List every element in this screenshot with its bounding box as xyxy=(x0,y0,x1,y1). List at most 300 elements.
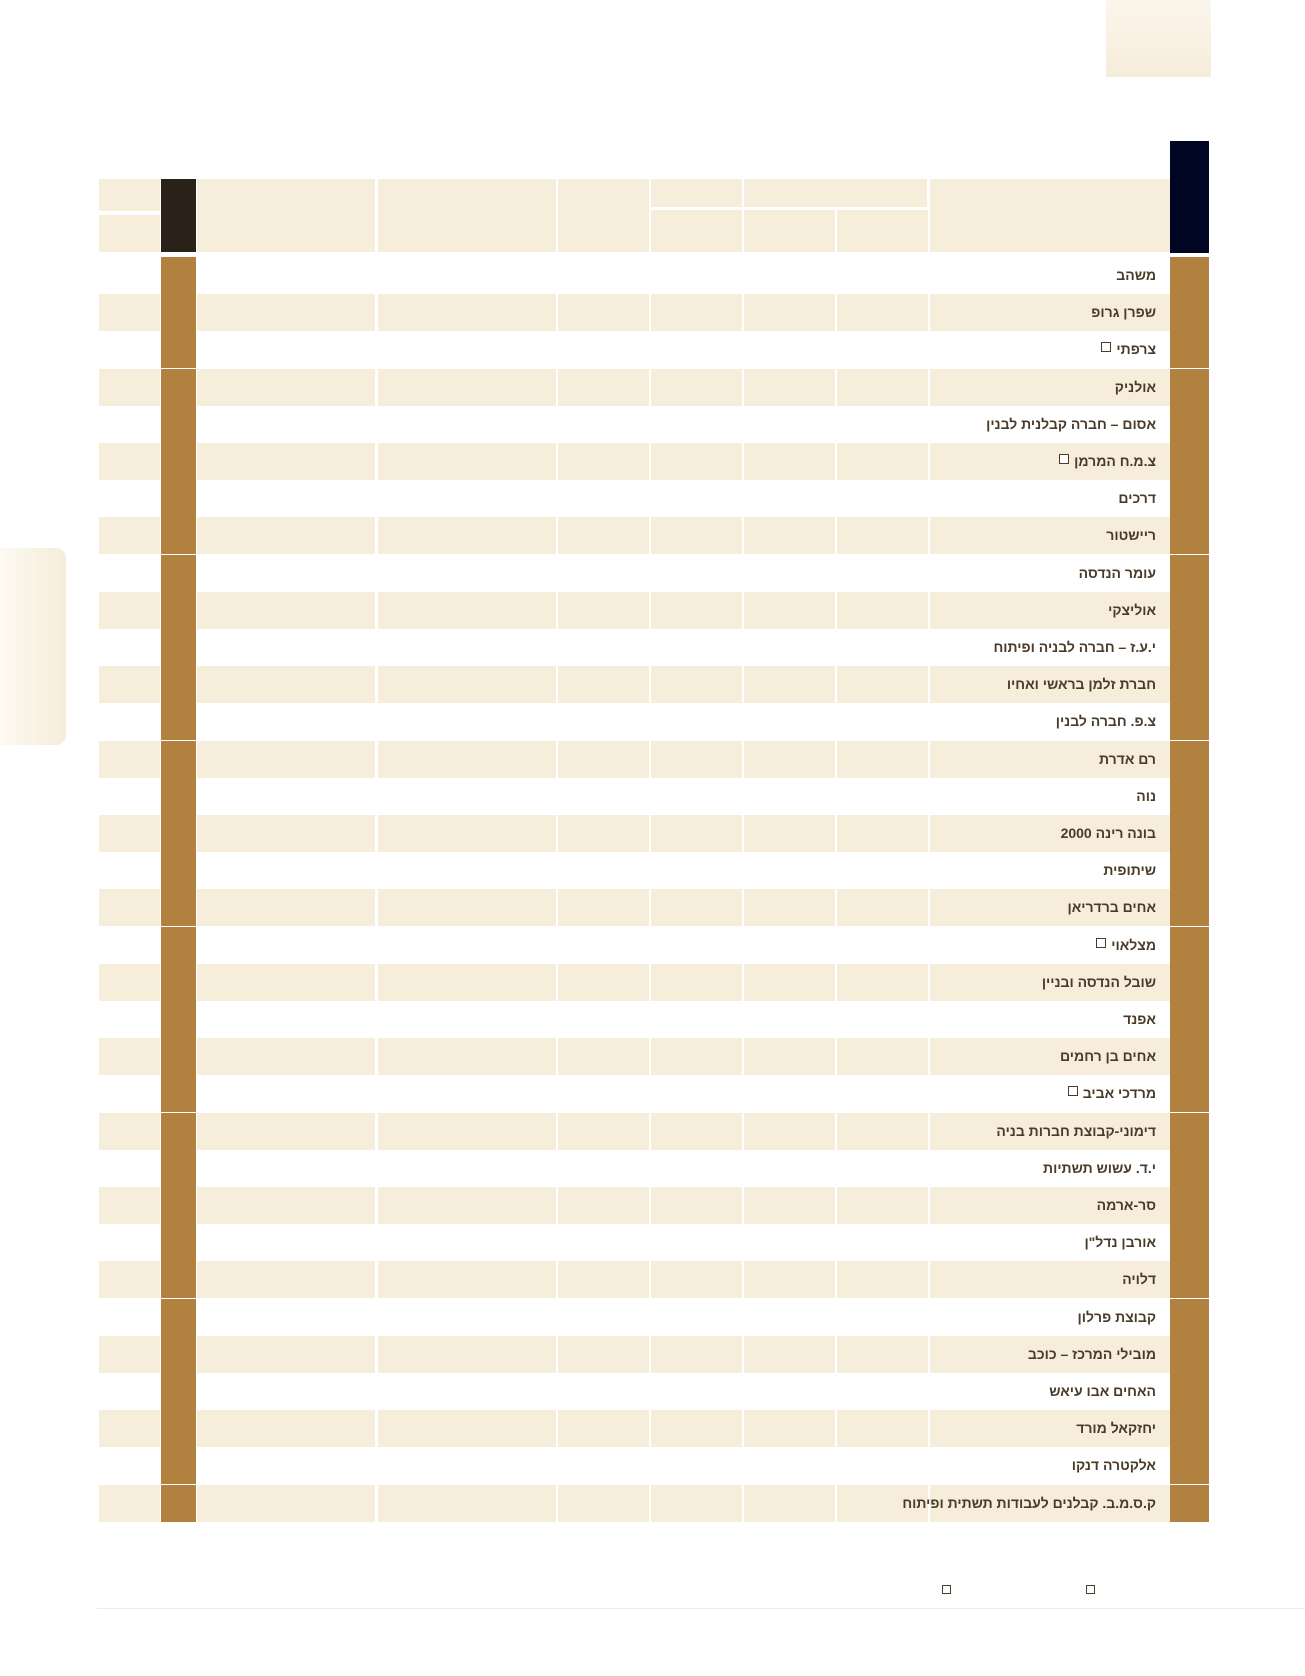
company-name-cell xyxy=(930,406,1170,443)
data-cell xyxy=(837,1224,928,1261)
data-cell xyxy=(651,480,742,517)
company-name: אורבן נדל"ן xyxy=(1084,1234,1156,1251)
bronze-cell-right xyxy=(1170,1261,1209,1298)
company-name: רם אדרת xyxy=(1098,750,1156,767)
table-row xyxy=(99,1410,1170,1447)
data-cell xyxy=(197,1075,375,1112)
data-cell xyxy=(651,964,742,1001)
data-cell xyxy=(558,927,649,964)
data-cell xyxy=(99,1224,160,1261)
table-row xyxy=(99,1261,1170,1298)
header-cell xyxy=(197,179,375,252)
data-cell xyxy=(197,1113,375,1150)
data-cell xyxy=(378,815,556,852)
data-cell xyxy=(837,443,928,480)
header-cell xyxy=(930,179,1170,252)
table-row xyxy=(99,852,1170,889)
header-cell xyxy=(744,210,835,252)
data-cell xyxy=(837,517,928,554)
data-cell xyxy=(378,703,556,740)
bronze-cell-left xyxy=(161,927,196,964)
data-cell xyxy=(558,815,649,852)
bronze-cell-right xyxy=(1170,1113,1209,1150)
data-cell xyxy=(558,1373,649,1410)
data-cell xyxy=(99,294,160,331)
data-cell xyxy=(378,1447,556,1484)
data-cell xyxy=(651,1299,742,1336)
company-name-cell xyxy=(930,666,1170,703)
data-cell xyxy=(99,1299,160,1336)
table-row xyxy=(99,1447,1170,1484)
bronze-cell-right xyxy=(1170,1150,1209,1187)
bronze-cell-left xyxy=(161,1113,196,1150)
footnote-mark xyxy=(1101,342,1111,352)
data-cell xyxy=(197,257,375,294)
data-cell xyxy=(378,480,556,517)
table-row xyxy=(99,331,1170,368)
company-name-cell xyxy=(930,369,1170,406)
data-cell xyxy=(99,815,160,852)
data-cell xyxy=(558,294,649,331)
bronze-cell-right xyxy=(1170,331,1209,368)
bronze-cell-right xyxy=(1170,964,1209,1001)
data-cell xyxy=(837,1113,928,1150)
data-cell xyxy=(378,592,556,629)
data-cell xyxy=(651,1075,742,1112)
data-cell xyxy=(837,369,928,406)
table-row xyxy=(99,369,1170,406)
company-name-cell xyxy=(930,592,1170,629)
data-cell xyxy=(744,741,835,778)
company-name: אסום – חברה קבלנית לבנין xyxy=(986,415,1156,432)
data-cell xyxy=(378,406,556,443)
bronze-cell-right xyxy=(1170,294,1209,331)
data-cell xyxy=(651,1150,742,1187)
company-name: צרפתי xyxy=(1101,331,1156,368)
data-cell xyxy=(558,703,649,740)
data-cell xyxy=(99,1410,160,1447)
data-cell xyxy=(99,480,160,517)
data-cell xyxy=(651,1447,742,1484)
company-name: אוליצקי xyxy=(1108,601,1156,618)
table-row xyxy=(99,889,1170,926)
data-cell xyxy=(99,1001,160,1038)
header-cell xyxy=(651,179,742,207)
data-cell xyxy=(197,1373,375,1410)
data-cell xyxy=(744,406,835,443)
table-row xyxy=(99,815,1170,852)
company-name: דרכים xyxy=(1118,490,1156,507)
company-name-cell xyxy=(930,1150,1170,1187)
data-cell xyxy=(197,592,375,629)
data-cell xyxy=(197,1001,375,1038)
data-cell xyxy=(378,629,556,666)
data-cell xyxy=(558,592,649,629)
bronze-cell-left xyxy=(161,964,196,1001)
data-cell xyxy=(744,1001,835,1038)
company-name: אפנד xyxy=(1123,1011,1156,1027)
data-cell xyxy=(837,480,928,517)
data-cell xyxy=(651,1001,742,1038)
data-cell xyxy=(744,1038,835,1075)
table-row xyxy=(99,1336,1170,1373)
bronze-cell-right xyxy=(1170,1410,1209,1447)
table-row xyxy=(99,592,1170,629)
data-cell xyxy=(99,703,160,740)
data-cell xyxy=(99,1261,160,1298)
company-name: י.ד. עשוש תשתיות xyxy=(1043,1159,1156,1176)
data-cell xyxy=(378,1410,556,1447)
company-name: מרדכי אביב xyxy=(1068,1075,1156,1112)
data-cell xyxy=(378,369,556,406)
data-cell xyxy=(378,741,556,778)
data-cell xyxy=(744,1150,835,1187)
data-cell xyxy=(99,778,160,815)
data-cell xyxy=(651,1485,742,1522)
company-name-cell xyxy=(930,1001,1170,1038)
data-cell xyxy=(744,443,835,480)
data-cell xyxy=(99,257,160,294)
bronze-cell-left xyxy=(161,331,196,368)
bronze-cell-left xyxy=(161,1224,196,1261)
bronze-cell-right xyxy=(1170,889,1209,926)
data-cell xyxy=(99,555,160,592)
data-cell xyxy=(744,555,835,592)
data-cell xyxy=(99,1075,160,1112)
table-row xyxy=(99,1373,1170,1410)
data-cell xyxy=(837,927,928,964)
table-row xyxy=(99,778,1170,815)
company-name-cell xyxy=(930,1038,1170,1075)
data-cell xyxy=(99,406,160,443)
data-cell xyxy=(558,1150,649,1187)
bronze-cell-left xyxy=(161,629,196,666)
company-name: מצלאוי xyxy=(1096,927,1156,964)
data-cell xyxy=(651,1224,742,1261)
data-cell xyxy=(99,927,160,964)
table-row xyxy=(99,555,1170,592)
table-row xyxy=(99,1001,1170,1038)
data-cell xyxy=(99,1187,160,1224)
company-name: קבוצת פרלון xyxy=(1077,1308,1156,1325)
data-cell xyxy=(197,1038,375,1075)
company-name: עומר הנדסה xyxy=(1078,564,1156,581)
data-cell xyxy=(558,406,649,443)
header-dark-block xyxy=(161,179,196,252)
table-row xyxy=(99,1038,1170,1075)
data-cell xyxy=(744,852,835,889)
data-cell xyxy=(378,1187,556,1224)
bronze-cell-left xyxy=(161,1485,196,1522)
data-cell xyxy=(378,1075,556,1112)
data-cell xyxy=(558,369,649,406)
data-cell xyxy=(651,741,742,778)
data-cell xyxy=(197,517,375,554)
data-cell xyxy=(197,555,375,592)
company-name-cell xyxy=(930,889,1170,926)
data-cell xyxy=(99,741,160,778)
header-cell xyxy=(651,210,742,252)
table-row xyxy=(99,666,1170,703)
data-cell xyxy=(558,1336,649,1373)
bronze-cell-left xyxy=(161,555,196,592)
company-name: אולניק xyxy=(1114,378,1156,395)
data-cell xyxy=(197,741,375,778)
bronze-cell-right xyxy=(1170,443,1209,480)
company-name-cell xyxy=(930,257,1170,294)
company-name: ריישטור xyxy=(1106,527,1156,544)
bronze-cell-left xyxy=(161,443,196,480)
header-navy-block xyxy=(1170,141,1209,253)
data-cell xyxy=(197,964,375,1001)
data-cell xyxy=(558,1485,649,1522)
table-row xyxy=(99,1299,1170,1336)
data-cell xyxy=(744,927,835,964)
data-cell xyxy=(651,294,742,331)
data-cell xyxy=(837,1001,928,1038)
data-cell xyxy=(378,927,556,964)
company-name-cell xyxy=(930,927,1170,964)
data-cell xyxy=(197,852,375,889)
data-cell xyxy=(378,1150,556,1187)
data-cell xyxy=(744,778,835,815)
data-cell xyxy=(744,964,835,1001)
table-row xyxy=(99,741,1170,778)
data-cell xyxy=(837,741,928,778)
data-cell xyxy=(378,1299,556,1336)
data-cell xyxy=(99,1447,160,1484)
data-cell xyxy=(558,1038,649,1075)
bronze-cell-right xyxy=(1170,666,1209,703)
data-cell xyxy=(197,1485,375,1522)
bronze-cell-left xyxy=(161,406,196,443)
data-cell xyxy=(558,1187,649,1224)
data-cell xyxy=(651,815,742,852)
data-cell xyxy=(197,703,375,740)
header-cell xyxy=(99,215,160,252)
data-cell xyxy=(744,294,835,331)
data-cell xyxy=(197,480,375,517)
data-cell xyxy=(744,369,835,406)
data-cell xyxy=(651,517,742,554)
footnote-mark-1 xyxy=(942,1585,951,1594)
bronze-cell-right xyxy=(1170,927,1209,964)
data-cell xyxy=(99,1373,160,1410)
bronze-cell-left xyxy=(161,1187,196,1224)
data-cell xyxy=(744,1410,835,1447)
bronze-cell-left xyxy=(161,1001,196,1038)
header-cell xyxy=(744,179,927,207)
data-cell xyxy=(99,592,160,629)
data-cell xyxy=(558,1261,649,1298)
data-cell xyxy=(197,1447,375,1484)
company-name-cell xyxy=(930,815,1170,852)
data-cell xyxy=(197,1261,375,1298)
data-cell xyxy=(744,1299,835,1336)
data-cell xyxy=(197,369,375,406)
bronze-cell-left xyxy=(161,1447,196,1484)
data-cell xyxy=(837,964,928,1001)
data-cell xyxy=(99,1485,160,1522)
company-name: דימוני-קבוצת חברות בניה xyxy=(996,1122,1156,1139)
bronze-cell-right xyxy=(1170,406,1209,443)
table-row xyxy=(99,1187,1170,1224)
company-name: אחים בן רחמים xyxy=(1060,1048,1156,1065)
data-cell xyxy=(651,257,742,294)
data-cell xyxy=(378,555,556,592)
company-name-cell xyxy=(930,1336,1170,1373)
data-cell xyxy=(651,406,742,443)
table-row xyxy=(99,257,1170,294)
data-cell xyxy=(99,1038,160,1075)
data-cell xyxy=(378,331,556,368)
data-cell xyxy=(558,257,649,294)
table-row xyxy=(99,1150,1170,1187)
data-cell xyxy=(744,1187,835,1224)
bronze-cell-right xyxy=(1170,480,1209,517)
data-cell xyxy=(651,629,742,666)
data-cell xyxy=(651,1038,742,1075)
data-cell xyxy=(197,1224,375,1261)
company-name-cell xyxy=(930,1410,1170,1447)
data-cell xyxy=(378,1113,556,1150)
data-cell xyxy=(651,592,742,629)
bronze-cell-right xyxy=(1170,1373,1209,1410)
data-cell xyxy=(558,555,649,592)
data-cell xyxy=(558,1447,649,1484)
data-cell xyxy=(378,257,556,294)
data-cell xyxy=(197,1150,375,1187)
footnote-mark xyxy=(1068,1086,1078,1096)
company-name-cell xyxy=(930,741,1170,778)
company-name-cell xyxy=(930,629,1170,666)
data-cell xyxy=(558,964,649,1001)
company-name-cell xyxy=(930,1261,1170,1298)
data-cell xyxy=(558,889,649,926)
company-name-cell xyxy=(930,852,1170,889)
data-cell xyxy=(197,1299,375,1336)
data-cell xyxy=(99,1336,160,1373)
bronze-cell-right xyxy=(1170,1336,1209,1373)
data-cell xyxy=(378,1001,556,1038)
company-name: שובל הנדסה ובניין xyxy=(1041,973,1156,990)
bronze-cell-left xyxy=(161,592,196,629)
data-cell xyxy=(744,257,835,294)
company-name: אלקטרה דנקו xyxy=(1071,1457,1156,1474)
header-cell xyxy=(99,179,160,211)
company-name-cell xyxy=(930,1299,1170,1336)
header-cell xyxy=(378,179,556,252)
data-cell xyxy=(99,889,160,926)
data-cell xyxy=(197,443,375,480)
data-cell xyxy=(651,778,742,815)
data-cell xyxy=(99,331,160,368)
data-cell xyxy=(837,889,928,926)
company-name-cell xyxy=(930,555,1170,592)
table-row xyxy=(99,703,1170,740)
data-cell xyxy=(651,703,742,740)
data-cell xyxy=(378,778,556,815)
data-cell xyxy=(197,331,375,368)
data-cell xyxy=(837,1336,928,1373)
data-cell xyxy=(837,815,928,852)
table-row xyxy=(99,1113,1170,1150)
bronze-cell-left xyxy=(161,257,196,294)
data-cell xyxy=(558,1075,649,1112)
bronze-cell-left xyxy=(161,1410,196,1447)
header-cell xyxy=(837,210,928,252)
bronze-cell-left xyxy=(161,1261,196,1298)
table-row xyxy=(99,480,1170,517)
data-cell xyxy=(651,331,742,368)
data-cell xyxy=(837,257,928,294)
bronze-cell-right xyxy=(1170,815,1209,852)
bronze-cell-right xyxy=(1170,257,1209,294)
company-name-cell xyxy=(930,1187,1170,1224)
company-name-cell xyxy=(930,964,1170,1001)
data-cell xyxy=(99,443,160,480)
data-cell xyxy=(197,815,375,852)
data-cell xyxy=(651,1261,742,1298)
data-cell xyxy=(744,703,835,740)
data-cell xyxy=(744,331,835,368)
data-cell xyxy=(558,1113,649,1150)
bronze-cell-right xyxy=(1170,1038,1209,1075)
company-name: נוה xyxy=(1136,787,1156,804)
data-cell xyxy=(837,592,928,629)
data-cell xyxy=(197,1187,375,1224)
data-cell xyxy=(378,443,556,480)
data-cell xyxy=(837,1187,928,1224)
data-cell xyxy=(378,852,556,889)
data-cell xyxy=(99,369,160,406)
data-cell xyxy=(837,778,928,815)
company-name: שיתופית xyxy=(1103,862,1156,879)
data-cell xyxy=(378,666,556,703)
bronze-cell-left xyxy=(161,480,196,517)
bronze-cell-left xyxy=(161,666,196,703)
company-name: מובילי המרכז – כוכב xyxy=(1027,1345,1156,1362)
bronze-cell-right xyxy=(1170,778,1209,815)
data-cell xyxy=(378,1261,556,1298)
company-name: משהב xyxy=(1116,267,1156,283)
company-name-cell xyxy=(930,517,1170,554)
table-row xyxy=(99,927,1170,964)
bronze-cell-right xyxy=(1170,629,1209,666)
data-cell xyxy=(837,852,928,889)
bronze-cell-left xyxy=(161,778,196,815)
side-tab xyxy=(0,548,66,745)
company-name: סר-ארמה xyxy=(1096,1197,1156,1213)
data-cell xyxy=(837,1038,928,1075)
data-cell xyxy=(744,1113,835,1150)
data-cell xyxy=(744,517,835,554)
company-name: י.ע.ז – חברה לבניה ופיתוח xyxy=(993,639,1156,655)
bronze-cell-left xyxy=(161,369,196,406)
data-cell xyxy=(558,1224,649,1261)
data-cell xyxy=(744,1485,835,1522)
data-cell xyxy=(378,1224,556,1261)
company-name: ק.ס.מ.ב. קבלנים לעבודות תשתית ופיתוח xyxy=(902,1494,1156,1511)
data-cell xyxy=(558,1299,649,1336)
table-row xyxy=(99,406,1170,443)
table-row xyxy=(99,964,1170,1001)
data-cell xyxy=(651,852,742,889)
data-cell xyxy=(837,1373,928,1410)
data-cell xyxy=(837,555,928,592)
data-cell xyxy=(837,331,928,368)
data-cell xyxy=(837,294,928,331)
